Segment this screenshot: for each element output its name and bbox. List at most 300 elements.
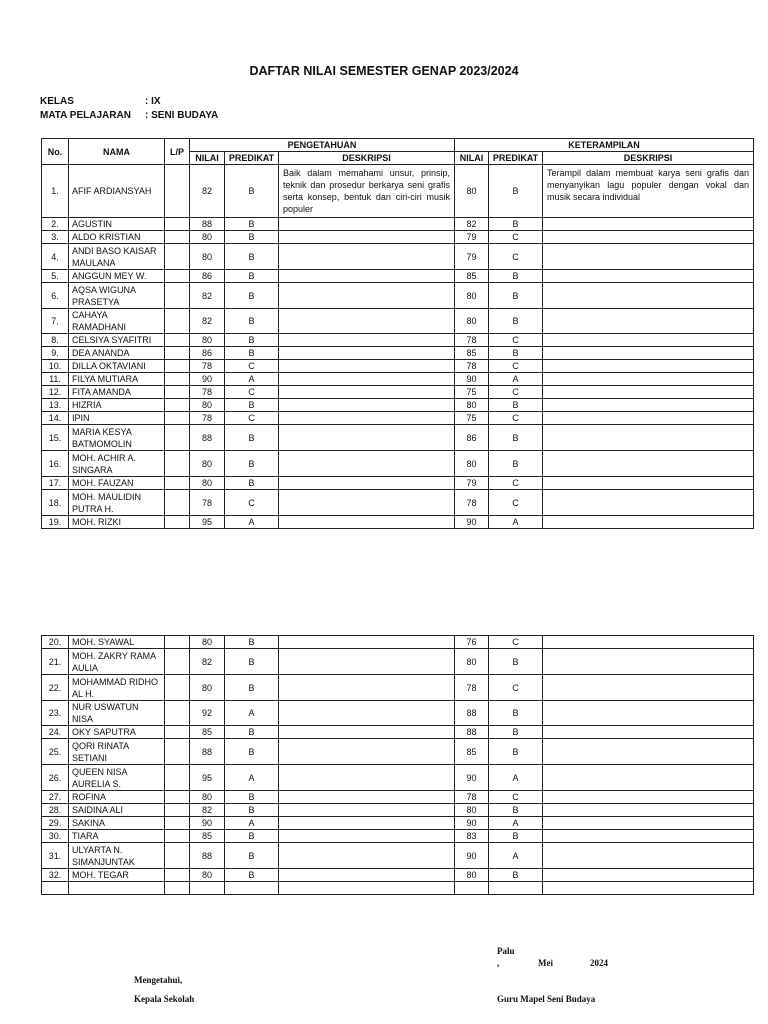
grades-body-page1 xyxy=(42,165,754,529)
pengetahuan-deskripsi xyxy=(279,347,455,360)
header-pengetahuan-predikat: PREDIKAT xyxy=(225,152,279,165)
pengetahuan-deskripsi xyxy=(279,490,455,516)
keterampilan-nilai: 78 xyxy=(455,360,489,373)
pengetahuan-predikat: B xyxy=(225,347,279,360)
keterampilan-predikat: B xyxy=(489,649,543,675)
keterampilan-nilai: 80 xyxy=(455,804,489,817)
keterampilan-predikat: B xyxy=(489,804,543,817)
keterampilan-nilai: 82 xyxy=(455,218,489,231)
student-name: MOH. FAUZAN xyxy=(69,477,165,490)
student-name: ANDI BASO KAISAR MAULANA xyxy=(69,244,165,270)
keterampilan-nilai: 90 xyxy=(455,373,489,386)
keterampilan-nilai: 90 xyxy=(455,516,489,529)
keterampilan-predikat: C xyxy=(489,231,543,244)
empty-cell xyxy=(279,882,455,895)
student-name: DEA ANANDA xyxy=(69,347,165,360)
empty-cell xyxy=(543,882,754,895)
keterampilan-deskripsi xyxy=(543,218,754,231)
pengetahuan-nilai: 78 xyxy=(190,490,225,516)
keterampilan-predikat: B xyxy=(489,218,543,231)
pengetahuan-predikat: B xyxy=(225,425,279,451)
pengetahuan-nilai: 86 xyxy=(190,270,225,283)
header-keterampilan-predikat: PREDIKAT xyxy=(489,152,543,165)
pengetahuan-deskripsi xyxy=(279,360,455,373)
table-row xyxy=(42,490,754,516)
pengetahuan-deskripsi xyxy=(279,309,455,334)
keterampilan-nilai: 80 xyxy=(455,451,489,477)
header-keterampilan-nilai: NILAI xyxy=(455,152,489,165)
student-name: FILYA MUTIARA xyxy=(69,373,165,386)
pengetahuan-predikat: B xyxy=(225,244,279,270)
student-gender xyxy=(165,425,190,451)
student-gender xyxy=(165,373,190,386)
table-row xyxy=(42,451,754,477)
pengetahuan-predikat: B xyxy=(225,399,279,412)
keterampilan-predikat: C xyxy=(489,244,543,270)
student-name: IPIN xyxy=(69,412,165,425)
student-gender xyxy=(165,791,190,804)
keterampilan-nilai: 79 xyxy=(455,231,489,244)
pengetahuan-nilai: 86 xyxy=(190,347,225,360)
keterampilan-nilai: 90 xyxy=(455,817,489,830)
student-gender xyxy=(165,516,190,529)
row-number: 17. xyxy=(42,477,69,490)
student-gender xyxy=(165,843,190,869)
keterampilan-predikat: B xyxy=(489,270,543,283)
mapel-label: MATA PELAJARAN xyxy=(40,110,131,121)
student-gender xyxy=(165,490,190,516)
student-gender xyxy=(165,636,190,649)
student-gender xyxy=(165,244,190,270)
table-row xyxy=(42,804,754,817)
keterampilan-predikat: C xyxy=(489,412,543,425)
keterampilan-predikat: C xyxy=(489,636,543,649)
keterampilan-predikat: C xyxy=(489,791,543,804)
keterampilan-predikat: C xyxy=(489,386,543,399)
student-gender xyxy=(165,399,190,412)
keterampilan-nilai: 79 xyxy=(455,477,489,490)
pengetahuan-predikat: B xyxy=(225,283,279,309)
signature-year: 2024 xyxy=(590,958,608,968)
student-name: QUEEN NISA AURELIA S. xyxy=(69,765,165,791)
pengetahuan-deskripsi xyxy=(279,804,455,817)
keterampilan-deskripsi xyxy=(543,516,754,529)
header-pengetahuan: PENGETAHUAN xyxy=(190,139,455,152)
pengetahuan-predikat: B xyxy=(225,869,279,882)
row-number: 16. xyxy=(42,451,69,477)
keterampilan-deskripsi xyxy=(543,283,754,309)
student-gender xyxy=(165,309,190,334)
pengetahuan-predikat: B xyxy=(225,804,279,817)
row-number: 20. xyxy=(42,636,69,649)
keterampilan-deskripsi xyxy=(543,270,754,283)
keterampilan-deskripsi xyxy=(543,636,754,649)
pengetahuan-predikat: B xyxy=(225,218,279,231)
table-row xyxy=(42,817,754,830)
pengetahuan-nilai: 82 xyxy=(190,283,225,309)
student-gender xyxy=(165,765,190,791)
row-number: 19. xyxy=(42,516,69,529)
mapel-row xyxy=(40,110,218,121)
student-name: CELSIYA SYAFITRI xyxy=(69,334,165,347)
pengetahuan-deskripsi xyxy=(279,218,455,231)
row-number: 25. xyxy=(42,739,69,765)
keterampilan-predikat: B xyxy=(489,869,543,882)
pengetahuan-nilai: 80 xyxy=(190,636,225,649)
pengetahuan-predikat: A xyxy=(225,765,279,791)
pengetahuan-predikat: B xyxy=(225,843,279,869)
pengetahuan-deskripsi xyxy=(279,283,455,309)
header-lp: L/P xyxy=(165,139,190,165)
table-row xyxy=(42,334,754,347)
student-gender xyxy=(165,675,190,701)
keterampilan-deskripsi xyxy=(543,451,754,477)
grades-body-page2 xyxy=(42,636,754,895)
row-number: 26. xyxy=(42,765,69,791)
student-name: OKY SAPUTRA xyxy=(69,726,165,739)
student-gender xyxy=(165,701,190,726)
table-row xyxy=(42,636,754,649)
student-gender xyxy=(165,451,190,477)
signature-comma: , xyxy=(497,958,500,968)
student-gender xyxy=(165,360,190,373)
pengetahuan-nilai: 88 xyxy=(190,218,225,231)
pengetahuan-deskripsi xyxy=(279,516,455,529)
pengetahuan-deskripsi xyxy=(279,843,455,869)
pengetahuan-nilai: 90 xyxy=(190,373,225,386)
pengetahuan-nilai: 82 xyxy=(190,309,225,334)
pengetahuan-predikat: C xyxy=(225,490,279,516)
keterampilan-nilai: 78 xyxy=(455,791,489,804)
row-number: 2. xyxy=(42,218,69,231)
student-name: MOH. ACHIR A. SINGARA xyxy=(69,451,165,477)
table-row xyxy=(42,516,754,529)
signature-teacher: Guru Mapel Seni Budaya xyxy=(497,994,596,1004)
pengetahuan-predikat: A xyxy=(225,516,279,529)
pengetahuan-nilai: 80 xyxy=(190,399,225,412)
keterampilan-nilai: 79 xyxy=(455,244,489,270)
table-row xyxy=(42,386,754,399)
pengetahuan-nilai: 80 xyxy=(190,477,225,490)
table-row xyxy=(42,231,754,244)
pengetahuan-deskripsi xyxy=(279,334,455,347)
pengetahuan-nilai: 80 xyxy=(190,231,225,244)
keterampilan-nilai: 78 xyxy=(455,334,489,347)
row-number: 11. xyxy=(42,373,69,386)
pengetahuan-nilai: 90 xyxy=(190,817,225,830)
student-name: HIZRIA xyxy=(69,399,165,412)
keterampilan-deskripsi xyxy=(543,373,754,386)
pengetahuan-predikat: B xyxy=(225,451,279,477)
pengetahuan-predikat: B xyxy=(225,791,279,804)
pengetahuan-deskripsi xyxy=(279,451,455,477)
keterampilan-predikat: A xyxy=(489,516,543,529)
pengetahuan-deskripsi xyxy=(279,726,455,739)
signature-place: Palu xyxy=(497,946,515,956)
grades-table-page2 xyxy=(41,635,754,895)
keterampilan-deskripsi xyxy=(543,309,754,334)
keterampilan-nilai: 90 xyxy=(455,765,489,791)
student-name: ULYARTA N. SIMANJUNTAK xyxy=(69,843,165,869)
pengetahuan-deskripsi xyxy=(279,373,455,386)
pengetahuan-nilai: 80 xyxy=(190,244,225,270)
keterampilan-deskripsi xyxy=(543,231,754,244)
row-number: 3. xyxy=(42,231,69,244)
pengetahuan-nilai: 80 xyxy=(190,451,225,477)
student-gender xyxy=(165,386,190,399)
keterampilan-predikat: B xyxy=(489,165,543,218)
header-pengetahuan-nilai: NILAI xyxy=(190,152,225,165)
keterampilan-deskripsi: Terampil dalam membuat karya seni grafis dan menyanyikan lagu populer dengan vokal dan musik secara individual xyxy=(543,165,754,218)
student-name: MOHAMMAD RIDHO AL H. xyxy=(69,675,165,701)
student-gender xyxy=(165,347,190,360)
pengetahuan-deskripsi xyxy=(279,739,455,765)
keterampilan-nilai: 85 xyxy=(455,270,489,283)
header-keterampilan-deskripsi: DESKRIPSI xyxy=(543,152,754,165)
row-number: 18. xyxy=(42,490,69,516)
keterampilan-nilai: 86 xyxy=(455,425,489,451)
pengetahuan-predikat: B xyxy=(225,739,279,765)
keterampilan-deskripsi xyxy=(543,817,754,830)
pengetahuan-nilai: 82 xyxy=(190,165,225,218)
table-row xyxy=(42,270,754,283)
row-number: 24. xyxy=(42,726,69,739)
pengetahuan-nilai: 80 xyxy=(190,675,225,701)
row-number: 31. xyxy=(42,843,69,869)
pengetahuan-predikat: B xyxy=(225,675,279,701)
keterampilan-predikat: C xyxy=(489,490,543,516)
keterampilan-predikat: B xyxy=(489,425,543,451)
table-row xyxy=(42,701,754,726)
student-name: FITA AMANDA xyxy=(69,386,165,399)
row-number: 28. xyxy=(42,804,69,817)
row-number: 8. xyxy=(42,334,69,347)
pengetahuan-deskripsi xyxy=(279,817,455,830)
pengetahuan-predikat: B xyxy=(225,165,279,218)
empty-row xyxy=(42,882,754,895)
keterampilan-deskripsi xyxy=(543,830,754,843)
keterampilan-nilai: 80 xyxy=(455,309,489,334)
keterampilan-deskripsi xyxy=(543,347,754,360)
keterampilan-nilai: 80 xyxy=(455,399,489,412)
pengetahuan-predikat: B xyxy=(225,649,279,675)
table-row xyxy=(42,830,754,843)
keterampilan-nilai: 88 xyxy=(455,701,489,726)
pengetahuan-nilai: 85 xyxy=(190,830,225,843)
signature-acknowledged: Mengetahui, xyxy=(134,975,183,985)
keterampilan-nilai: 75 xyxy=(455,412,489,425)
keterampilan-nilai: 88 xyxy=(455,726,489,739)
pengetahuan-predikat: B xyxy=(225,334,279,347)
table-row xyxy=(42,425,754,451)
keterampilan-deskripsi xyxy=(543,334,754,347)
keterampilan-predikat: A xyxy=(489,817,543,830)
keterampilan-nilai: 75 xyxy=(455,386,489,399)
pengetahuan-predikat: B xyxy=(225,726,279,739)
keterampilan-deskripsi xyxy=(543,649,754,675)
student-name: SAIDINA ALI xyxy=(69,804,165,817)
table-row xyxy=(42,843,754,869)
row-number: 32. xyxy=(42,869,69,882)
pengetahuan-nilai: 92 xyxy=(190,701,225,726)
pengetahuan-deskripsi xyxy=(279,399,455,412)
pengetahuan-deskripsi xyxy=(279,231,455,244)
table-row xyxy=(42,244,754,270)
empty-cell xyxy=(455,882,489,895)
pengetahuan-deskripsi xyxy=(279,675,455,701)
keterampilan-deskripsi xyxy=(543,412,754,425)
keterampilan-deskripsi xyxy=(543,726,754,739)
pengetahuan-predikat: A xyxy=(225,817,279,830)
pengetahuan-predikat: B xyxy=(225,830,279,843)
row-number: 12. xyxy=(42,386,69,399)
keterampilan-deskripsi xyxy=(543,425,754,451)
pengetahuan-predikat: B xyxy=(225,309,279,334)
table-row xyxy=(42,412,754,425)
student-name: MOH. RIZKI xyxy=(69,516,165,529)
student-gender xyxy=(165,726,190,739)
pengetahuan-predikat: C xyxy=(225,386,279,399)
keterampilan-nilai: 78 xyxy=(455,675,489,701)
mapel-value: : SENI BUDAYA xyxy=(145,110,219,121)
keterampilan-nilai: 80 xyxy=(455,165,489,218)
keterampilan-predikat: B xyxy=(489,830,543,843)
pengetahuan-predikat: A xyxy=(225,373,279,386)
pengetahuan-deskripsi xyxy=(279,386,455,399)
student-name: MOH. ZAKRY RAMA AULIA xyxy=(69,649,165,675)
keterampilan-deskripsi xyxy=(543,675,754,701)
student-gender xyxy=(165,477,190,490)
table-row xyxy=(42,309,754,334)
pengetahuan-nilai: 95 xyxy=(190,516,225,529)
table-row xyxy=(42,360,754,373)
row-number: 6. xyxy=(42,283,69,309)
pengetahuan-deskripsi xyxy=(279,477,455,490)
keterampilan-nilai: 80 xyxy=(455,283,489,309)
pengetahuan-nilai: 88 xyxy=(190,425,225,451)
keterampilan-nilai: 80 xyxy=(455,649,489,675)
student-name: DILLA OKTAVIANI xyxy=(69,360,165,373)
row-number: 15. xyxy=(42,425,69,451)
row-number: 7. xyxy=(42,309,69,334)
student-gender xyxy=(165,231,190,244)
row-number: 14. xyxy=(42,412,69,425)
header-nama: NAMA xyxy=(69,139,165,165)
table-row xyxy=(42,649,754,675)
kelas-value: : IX xyxy=(145,96,161,107)
keterampilan-nilai: 90 xyxy=(455,843,489,869)
keterampilan-deskripsi xyxy=(543,399,754,412)
keterampilan-predikat: C xyxy=(489,477,543,490)
student-gender xyxy=(165,165,190,218)
signature-principal: Kepala Sekolah xyxy=(134,994,195,1004)
keterampilan-predikat: B xyxy=(489,701,543,726)
pengetahuan-nilai: 80 xyxy=(190,869,225,882)
keterampilan-deskripsi xyxy=(543,477,754,490)
keterampilan-predikat: B xyxy=(489,309,543,334)
header-keterampilan: KETERAMPILAN xyxy=(455,139,754,152)
keterampilan-deskripsi xyxy=(543,869,754,882)
pengetahuan-nilai: 78 xyxy=(190,360,225,373)
pengetahuan-nilai: 80 xyxy=(190,791,225,804)
row-number: 4. xyxy=(42,244,69,270)
student-name: ALDO KRISTIAN xyxy=(69,231,165,244)
keterampilan-predikat: B xyxy=(489,283,543,309)
table-row xyxy=(42,283,754,309)
student-gender xyxy=(165,412,190,425)
keterampilan-deskripsi xyxy=(543,386,754,399)
keterampilan-predikat: B xyxy=(489,451,543,477)
keterampilan-predikat: C xyxy=(489,334,543,347)
row-number: 22. xyxy=(42,675,69,701)
table-row xyxy=(42,347,754,360)
pengetahuan-deskripsi xyxy=(279,244,455,270)
table-row xyxy=(42,399,754,412)
keterampilan-predikat: A xyxy=(489,373,543,386)
pengetahuan-predikat: B xyxy=(225,270,279,283)
pengetahuan-nilai: 80 xyxy=(190,334,225,347)
pengetahuan-deskripsi xyxy=(279,701,455,726)
student-gender xyxy=(165,334,190,347)
pengetahuan-deskripsi xyxy=(279,649,455,675)
signature-month: Mei xyxy=(538,958,553,968)
keterampilan-deskripsi xyxy=(543,360,754,373)
keterampilan-nilai: 78 xyxy=(455,490,489,516)
keterampilan-deskripsi xyxy=(543,244,754,270)
student-gender xyxy=(165,804,190,817)
student-name: AQSA WIGUNA PRASETYA xyxy=(69,283,165,309)
keterampilan-nilai: 76 xyxy=(455,636,489,649)
pengetahuan-nilai: 88 xyxy=(190,843,225,869)
table-row xyxy=(42,726,754,739)
student-name: TIARA xyxy=(69,830,165,843)
student-name: MOH. SYAWAL xyxy=(69,636,165,649)
pengetahuan-nilai: 88 xyxy=(190,739,225,765)
keterampilan-nilai: 83 xyxy=(455,830,489,843)
keterampilan-predikat: C xyxy=(489,360,543,373)
pengetahuan-deskripsi xyxy=(279,270,455,283)
student-name: CAHAYA RAMADHANI xyxy=(69,309,165,334)
header-no: No. xyxy=(42,139,69,165)
keterampilan-deskripsi xyxy=(543,490,754,516)
student-name: MARIA KESYA BATMOMOLIN xyxy=(69,425,165,451)
keterampilan-deskripsi xyxy=(543,804,754,817)
table-row xyxy=(42,477,754,490)
row-number: 10. xyxy=(42,360,69,373)
keterampilan-predikat: B xyxy=(489,726,543,739)
pengetahuan-deskripsi xyxy=(279,791,455,804)
student-name: AFIF ARDIANSYAH xyxy=(69,165,165,218)
student-gender xyxy=(165,869,190,882)
pengetahuan-deskripsi xyxy=(279,765,455,791)
student-name: QORI RINATA SETIANI xyxy=(69,739,165,765)
pengetahuan-nilai: 82 xyxy=(190,804,225,817)
student-name: ANGGUN MEY W. xyxy=(69,270,165,283)
table-row xyxy=(42,739,754,765)
pengetahuan-nilai: 82 xyxy=(190,649,225,675)
kelas-label: KELAS xyxy=(40,96,74,107)
keterampilan-predikat: B xyxy=(489,347,543,360)
table-row xyxy=(42,791,754,804)
row-number: 27. xyxy=(42,791,69,804)
kelas-row xyxy=(40,96,161,107)
pengetahuan-predikat: C xyxy=(225,360,279,373)
student-name: AGUSTIN xyxy=(69,218,165,231)
row-number: 13. xyxy=(42,399,69,412)
keterampilan-deskripsi xyxy=(543,701,754,726)
row-number: 21. xyxy=(42,649,69,675)
keterampilan-predikat: A xyxy=(489,765,543,791)
